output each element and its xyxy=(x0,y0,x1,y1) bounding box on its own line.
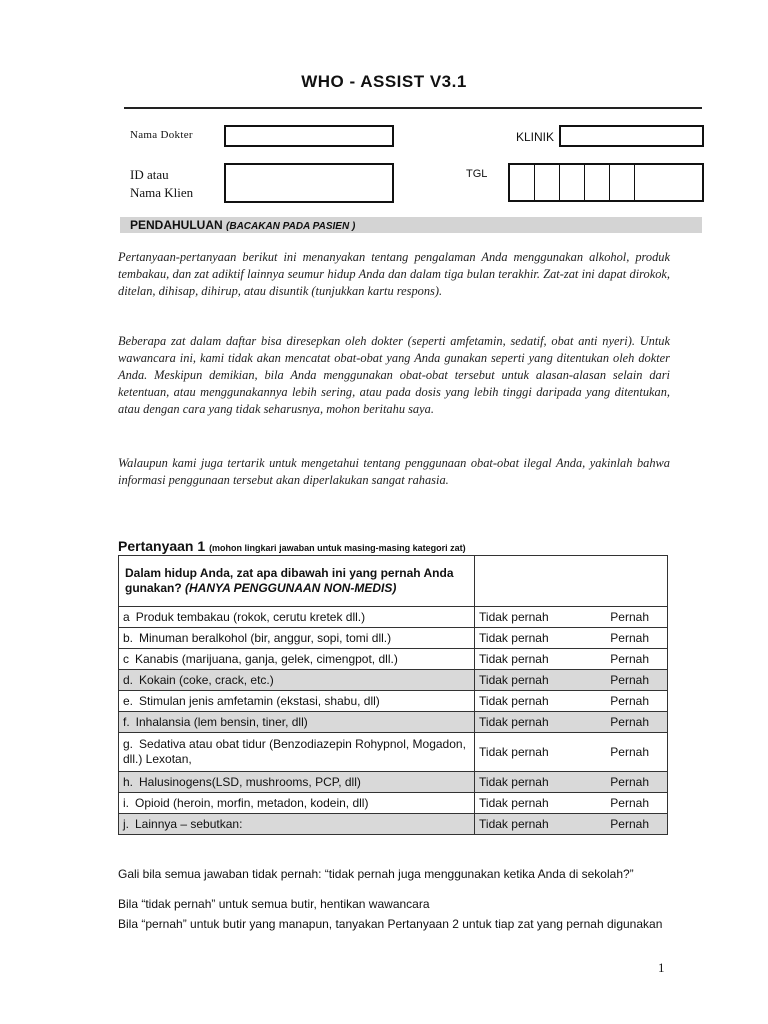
answer-options xyxy=(479,745,663,759)
question1-row xyxy=(119,712,668,733)
klinik-label: KLINIK xyxy=(516,130,555,144)
answer-options xyxy=(479,694,663,708)
answer-pernah[interactable]: Pernah xyxy=(610,817,649,831)
substance-text: Stimulan jenis amfetamin (ekstasi, shabu, dll) xyxy=(139,694,380,708)
intro-heading-bar xyxy=(120,217,702,233)
substance-text: Opioid (heroin, morfin, metadon, kodein, dll) xyxy=(135,796,369,810)
answer-pernah[interactable]: Pernah xyxy=(610,715,649,729)
question1-table xyxy=(118,555,668,835)
substance-cell xyxy=(119,712,475,733)
substance-cell xyxy=(119,628,475,649)
id-label-line1: ID atau xyxy=(130,167,169,182)
answer-tidak-pernah[interactable]: Tidak pernah xyxy=(479,694,549,708)
answer-cell xyxy=(475,691,668,712)
answer-options xyxy=(479,652,663,666)
answer-options xyxy=(479,673,663,687)
date-digit-box[interactable] xyxy=(635,165,702,200)
id-label-line2: Nama Klien xyxy=(130,185,194,200)
substance-cell xyxy=(119,670,475,691)
answer-pernah[interactable]: Pernah xyxy=(610,796,649,810)
note-line-1: Gali bila semua jawaban tidak pernah: “tidak pernah juga menggunakan ketika Anda di sekolah?” xyxy=(118,867,634,881)
note-line-2: Bila “tidak pernah” untuk semua butir, hentikan wawancara xyxy=(118,897,430,911)
substance-cell xyxy=(119,814,475,835)
answer-cell xyxy=(475,607,668,628)
answer-pernah[interactable]: Pernah xyxy=(610,775,649,789)
question1-header-row xyxy=(119,556,668,607)
substance-letter: d. xyxy=(123,673,134,687)
answer-pernah[interactable]: Pernah xyxy=(610,694,649,708)
substance-cell xyxy=(119,772,475,793)
substance-letter: c xyxy=(123,652,129,666)
klinik-field[interactable] xyxy=(559,125,704,147)
substance-letter: b. xyxy=(123,631,134,645)
date-digit-box[interactable] xyxy=(610,165,635,200)
answer-tidak-pernah[interactable]: Tidak pernah xyxy=(479,610,549,624)
substance-letter: f. xyxy=(123,715,130,729)
answer-pernah[interactable]: Pernah xyxy=(610,652,649,666)
answer-options xyxy=(479,715,663,729)
question1-row xyxy=(119,814,668,835)
question1-header-text: Dalam hidup Anda, zat apa dibawah ini yang pernah Anda gunakan? xyxy=(125,566,454,595)
answer-pernah[interactable]: Pernah xyxy=(610,631,649,645)
answer-tidak-pernah[interactable]: Tidak pernah xyxy=(479,817,549,831)
answer-cell xyxy=(475,712,668,733)
question1-row xyxy=(119,670,668,691)
answer-pernah[interactable]: Pernah xyxy=(610,673,649,687)
substance-text: Inhalansia (lem bensin, tiner, dll) xyxy=(135,715,308,729)
answer-cell xyxy=(475,628,668,649)
intro-heading: PENDAHULUAN xyxy=(130,218,223,232)
note-line-3: Bila “pernah” untuk butir yang manapun, tanyakan Pertanyaan 2 untuk tiap zat yang pernah digunakan xyxy=(118,917,663,931)
answer-pernah[interactable]: Pernah xyxy=(610,610,649,624)
substance-text: Kokain (coke, crack, etc.) xyxy=(139,673,274,687)
substance-letter: j. xyxy=(123,817,129,831)
date-digit-box[interactable] xyxy=(585,165,610,200)
answer-options xyxy=(479,817,663,831)
answer-tidak-pernah[interactable]: Tidak pernah xyxy=(479,745,549,759)
answer-options xyxy=(479,631,663,645)
question1-heading xyxy=(118,538,466,554)
question1-title: Pertanyaan 1 xyxy=(118,538,206,554)
substance-cell xyxy=(119,691,475,712)
answer-tidak-pernah[interactable]: Tidak pernah xyxy=(479,775,549,789)
answer-cell xyxy=(475,772,668,793)
question1-row xyxy=(119,628,668,649)
substance-text: Kanabis (marijuana, ganja, gelek, cimengpot, dll.) xyxy=(135,652,398,666)
intro-paragraph-2: Beberapa zat dalam daftar bisa diresepkan oleh dokter (seperti amfetamin, sedatif, obat anti nyeri). Untuk wawancara ini, kami tidak akan mencatat obat-obat yang Anda gunakan seperti yang ditentukan oleh dokter Anda. Meskipun demikian, bila Anda menggunakan obat-obat tersebut untuk alasan-alasan selain dari ketentuan, atau menggunakannya lebih sering, atau pada dosis yang lebih tinggi daripada yang ditentukan, atau dengan cara yang tidak seharusnya, mohon beritahu saya. xyxy=(118,334,670,416)
page-number: 1 xyxy=(658,960,665,975)
question1-header-emph: (HANYA PENGGUNAAN NON-MEDIS) xyxy=(185,581,397,595)
substance-cell xyxy=(119,649,475,670)
question1-row xyxy=(119,733,668,772)
question1-header-cell xyxy=(119,556,475,607)
substance-cell xyxy=(119,607,475,628)
substance-cell xyxy=(119,733,475,772)
answer-cell xyxy=(475,670,668,691)
document-title: WHO - ASSIST V3.1 xyxy=(301,72,467,91)
intro-heading-note: (BACAKAN PADA PASIEN ) xyxy=(226,221,356,232)
answer-options xyxy=(479,775,663,789)
id-nama-klien-field[interactable] xyxy=(224,163,394,203)
answer-tidak-pernah[interactable]: Tidak pernah xyxy=(479,673,549,687)
answer-cell xyxy=(475,733,668,772)
answer-options xyxy=(479,610,663,624)
tgl-label: TGL xyxy=(466,168,488,180)
tgl-field[interactable] xyxy=(508,163,704,202)
substance-text: Minuman beralkohol (bir, anggur, sopi, tomi dll.) xyxy=(139,631,392,645)
answer-cell xyxy=(475,793,668,814)
date-digit-box[interactable] xyxy=(510,165,535,200)
intro-paragraph-3: Walaupun kami juga tertarik untuk mengetahui tentang penggunaan obat-obat ilegal Anda, yakinlah bahwa informasi penggunaan tersebut akan diperlakukan sangat rahasia. xyxy=(118,456,670,487)
question1-note: (mohon lingkari jawaban untuk masing-masing kategori zat) xyxy=(209,543,466,553)
substance-letter: g. xyxy=(123,737,134,751)
title-rule xyxy=(124,107,702,109)
answer-pernah[interactable]: Pernah xyxy=(610,745,649,759)
question1-row xyxy=(119,607,668,628)
substance-text: Lainnya – sebutkan: xyxy=(135,817,243,831)
answer-tidak-pernah[interactable]: Tidak pernah xyxy=(479,631,549,645)
nama-dokter-label: Nama Dokter xyxy=(130,129,193,141)
substance-letter: h. xyxy=(123,775,134,789)
answer-options xyxy=(479,796,663,810)
answer-tidak-pernah[interactable]: Tidak pernah xyxy=(479,652,549,666)
answer-cell xyxy=(475,649,668,670)
substance-letter: i. xyxy=(123,796,129,810)
substance-text: Halusinogens(LSD, mushrooms, PCP, dll) xyxy=(139,775,361,789)
question1-row xyxy=(119,649,668,670)
substance-text: Produk tembakau (rokok, cerutu kretek dll.) xyxy=(135,610,366,624)
intro-paragraph-1: Pertanyaan-pertanyaan berikut ini menanyakan tentang pengalaman Anda menggunakan alkohol, produk tembakau, dan zat adiktif lainnya seumur hidup Anda dan dalam tiga bulan terakhir. Zat-zat ini dapat dirokok, ditelan, dihisap, dihirup, atau disuntik (tunjukkan kartu respons). xyxy=(118,250,670,298)
substance-text: Sedativa atau obat tidur (Benzodiazepin Rohypnol, Mogadon, dll.) Lexotan, xyxy=(123,737,466,766)
substance-cell xyxy=(119,793,475,814)
question1-row xyxy=(119,691,668,712)
substance-letter: a xyxy=(123,610,130,624)
substance-letter: e. xyxy=(123,694,134,708)
date-digit-box[interactable] xyxy=(535,165,560,200)
question1-row xyxy=(119,772,668,793)
question1-row xyxy=(119,793,668,814)
answer-cell xyxy=(475,814,668,835)
question1-header-answer-cell xyxy=(475,556,668,607)
answer-tidak-pernah[interactable]: Tidak pernah xyxy=(479,796,549,810)
answer-tidak-pernah[interactable]: Tidak pernah xyxy=(479,715,549,729)
nama-dokter-field[interactable] xyxy=(224,125,394,147)
date-digit-box[interactable] xyxy=(560,165,585,200)
